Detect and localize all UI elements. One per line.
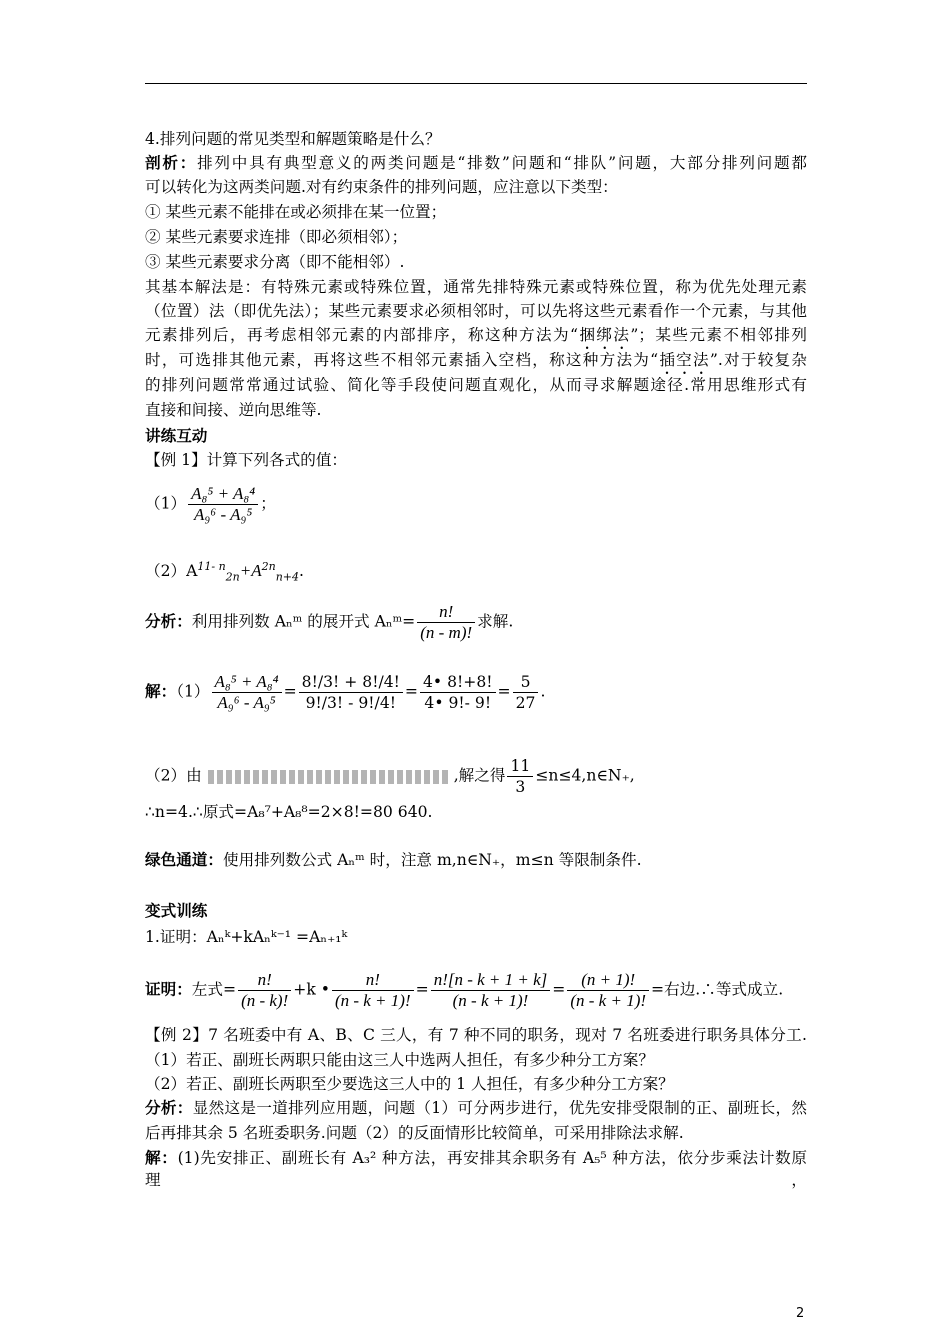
solution-3: 解：(1)先安排正、副班长有 A₃² 种方法，再安排其余职务有 A₅⁵ 种方法，依分步乘法计数原理， bbox=[145, 1149, 807, 1189]
method-line-2: （位置）法（即优先法）；某些元素要求必须相邻时，可以先将这些元素看作一个元素，与其他 bbox=[145, 302, 807, 320]
header-rule bbox=[145, 83, 807, 84]
page-number: 2 bbox=[796, 1306, 805, 1321]
section-title-practice: 讲练互动 bbox=[145, 427, 208, 445]
proof: 证明：左式= $\frac{n!}{(n - k)!}$ +k • $\frac{n!}{(n - k + 1)!}$ = $\frac{n![n - k + 1 + k]}{(n - k + 1)!}$ = $\frac{(n + 1)!}{(n - k + 1)!}$ =右边.∴等式成立. bbox=[145, 970, 784, 1010]
analysis-1: 分析：利用排列数 Aₙᵐ 的展开式 Aₙᵐ= $\frac{n!}{(n - m)!}$ 求解. bbox=[145, 602, 514, 642]
analysis-1-label: 分析： bbox=[145, 612, 192, 631]
formula-fraction: $\frac{\text{A₈⁵ + A₈⁴}}{\text{A₉⁶ - A₉⁵}}$ bbox=[188, 484, 258, 525]
section-title-variation: 变式训练 bbox=[145, 902, 208, 920]
method-line-5: 的排列问题常常通过试验、简化等手段使问题直观化，从而寻求解题途径.常用思维形式有 bbox=[145, 376, 807, 394]
formula-fraction: $\frac{11}{3}$ bbox=[507, 756, 533, 797]
example-2-question-2: （2）若正、副班长两职至少要选这三人中的 1 人担任，有多少种分工方案？ bbox=[145, 1075, 674, 1093]
proof-label: 证明： bbox=[145, 980, 192, 999]
illegible-inequality-system bbox=[208, 770, 448, 784]
formula-fraction: $\frac{4• 8!+8!}{4• 9!- 9!}$ bbox=[420, 672, 496, 713]
analysis-2-label: 分析： bbox=[145, 1099, 193, 1117]
solution-3-label: 解： bbox=[145, 1149, 178, 1167]
analysis-label: 剖析： bbox=[145, 154, 198, 172]
example-1-part-1: （1） $\frac{\text{A₈⁵ + A₈⁴}}{\text{A₉⁶ - A₉⁵}}$ ； bbox=[145, 484, 276, 524]
method-line-1: 其基本解法是：有特殊元素或特殊位置，通常先排特殊元素或特殊位置，称为优先处理元素 bbox=[145, 278, 807, 296]
method-line-3: 元素排列后，再考虑相邻元素的内部排序，称这种方法为“捆绑法”；某些元素不相邻排列 bbox=[145, 326, 807, 344]
example-1-title: 【例 1】计算下列各式的值： bbox=[145, 451, 348, 469]
solution-2-result: ∴n=4.∴原式=A₈⁷+A₈⁸=2×8!=80 640. bbox=[145, 803, 433, 821]
green-channel-label: 绿色通道： bbox=[145, 851, 223, 869]
variation-1: 1.证明：Aₙᵏ+kAₙᵏ⁻¹ =Aₙ₊₁ᵏ bbox=[145, 928, 348, 946]
formula-fraction: $\frac{8!/3! + 8!/4!}{9!/3! - 9!/4!}$ bbox=[299, 672, 403, 713]
bundling-method-term: 捆绑法 bbox=[577, 326, 631, 344]
analysis-line-2: 可以转化为这两类问题.对有约束条件的排列问题，应注意以下类型： bbox=[145, 178, 618, 196]
formula-fraction: $\frac{\text{A₈⁵ + A₈⁴}}{\text{A₉⁶ - A₉⁵}}$ bbox=[212, 672, 282, 713]
formula-fraction: $\frac{(n + 1)!}{(n - k + 1)!}$ bbox=[567, 970, 649, 1011]
example-2-title: 【例 2】7 名班委中有 A、B、C 三人，有 7 种不同的职务，现对 7 名班委进行职务具体分工. bbox=[145, 1026, 807, 1044]
formula-fraction: $\frac{5}{27}$ bbox=[513, 672, 539, 713]
gap-insertion-term: 插空法 bbox=[658, 351, 710, 369]
formula-fraction: $\frac{n!}{(n - m)!}$ bbox=[417, 602, 475, 643]
formula-fraction: $\frac{n!}{(n - k + 1)!}$ bbox=[332, 970, 414, 1011]
analysis-line-1: 剖析：排列中具有典型意义的两类问题是“排数”问题和“排队”问题，大部分排列问题都 bbox=[145, 154, 807, 172]
example-2-question-1: （1）若正、副班长两职只能由这三人中选两人担任，有多少种分工方案？ bbox=[145, 1051, 654, 1069]
type-2: ② 某些元素要求连排（即必须相邻）； bbox=[145, 228, 408, 246]
question-4: 4.排列问题的常见类型和解题策略是什么？ bbox=[145, 130, 441, 148]
analysis-2-line-1: 分析：显然这是一道排列应用题，问题（1）可分两步进行，优先安排受限制的正、副班长，然 bbox=[145, 1099, 807, 1117]
formula-fraction: $\frac{n![n - k + 1 + k]}{(n - k + 1)!}$ bbox=[431, 970, 551, 1011]
type-3: ③ 某些元素要求分离（即不能相邻）. bbox=[145, 253, 405, 271]
method-line-4: 时，可选排其他元素，再将这些不相邻元素插入空档，称这种方法为“插空法”.对于较复杂 bbox=[145, 351, 807, 369]
formula-fraction: $\frac{n!}{(n - k)!}$ bbox=[238, 970, 291, 1011]
solution-1: 解：（1） $\frac{\text{A₈⁵ + A₈⁴}}{\text{A₉⁶ - A₉⁵}}$ = $\frac{8!/3! + 8!/4!}{9!/3! - 9!/4!}$ = $\frac{4• 8!+8!}{4• 9!- 9!}$ = $\frac{5}{27}$ . bbox=[145, 672, 546, 712]
green-channel-note: 绿色通道：使用排列数公式 Aₙᵐ 时，注意 m,n∈N₊，m≤n 等限制条件. bbox=[145, 851, 642, 869]
solution-label: 解： bbox=[145, 682, 177, 701]
analysis-2-line-2: 后再排其余 5 名班委职务.问题（2）的反面情形比较简单，可采用排除法求解. bbox=[145, 1124, 684, 1142]
method-line-6: 直接和间接、逆向思维等. bbox=[145, 401, 322, 419]
example-1-part-2: $(2)A^{11- n}_{2n}+A^{2n}_{n+4}$. bbox=[145, 560, 304, 584]
type-1: ① 某些元素不能排在或必须排在某一位置； bbox=[145, 203, 447, 221]
solution-2: （2）由 ,解之得 $\frac{11}{3}$ ≤n≤4,n∈N₊, bbox=[145, 757, 635, 796]
